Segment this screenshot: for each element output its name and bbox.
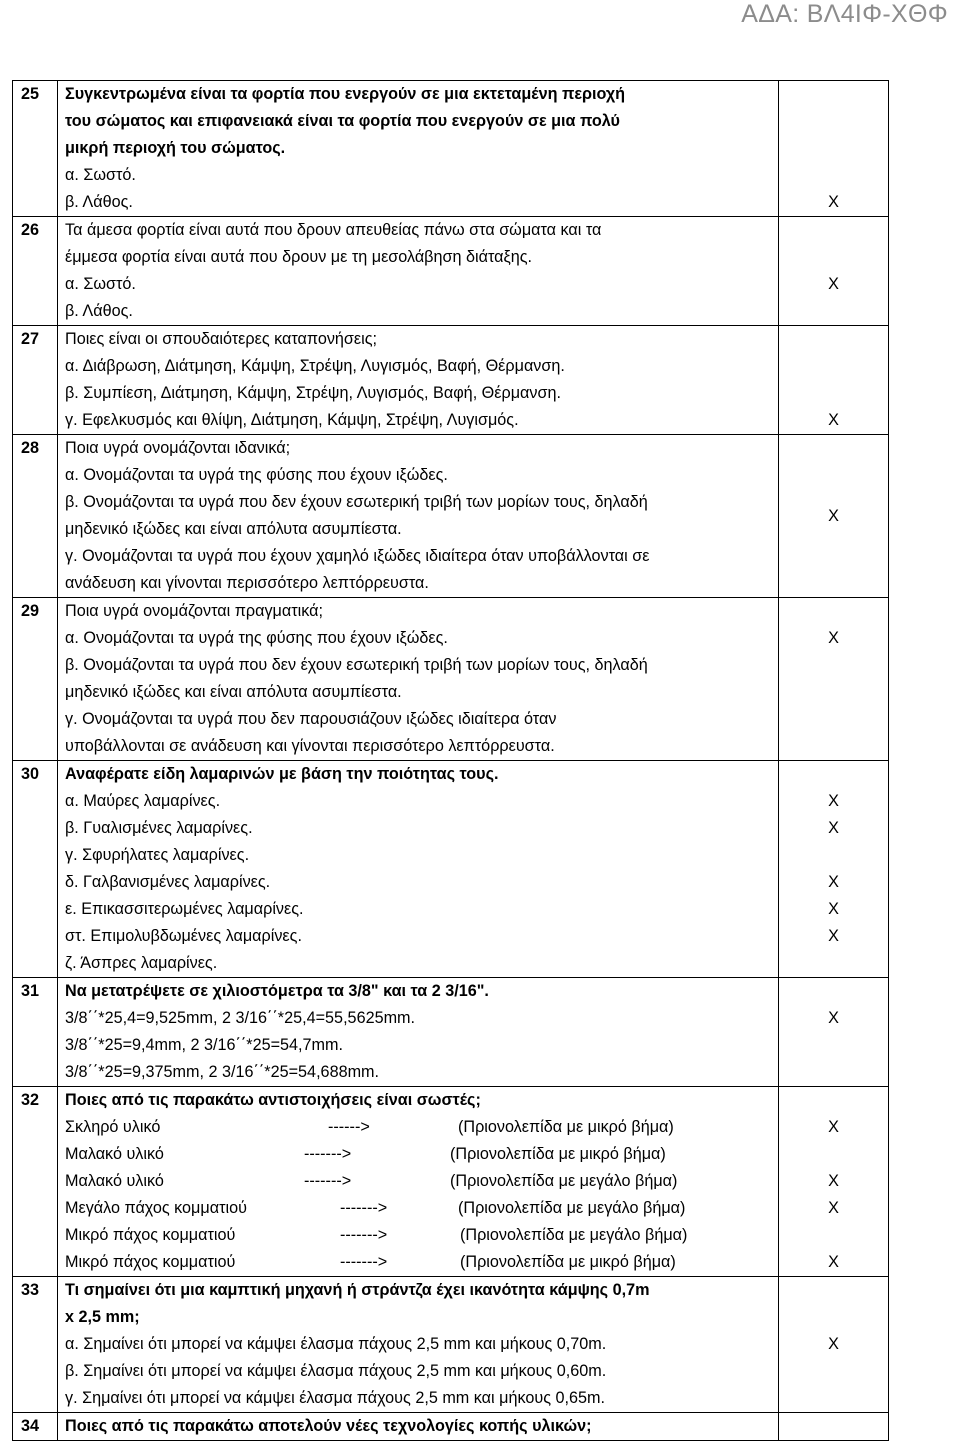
answer-marks xyxy=(779,761,889,978)
correct-mark: Χ xyxy=(828,411,839,429)
answer-option: 3/8΄΄*25,4=9,525mm, 2 3/16΄΄*25,4=55,5625mm. xyxy=(65,1009,416,1027)
answer-option: 3/8΄΄*25=9,375mm, 2 3/16΄΄*25=54,688mm. xyxy=(65,1063,380,1081)
matching-material: Μαλακό υλικό xyxy=(65,1145,164,1163)
matching-material: Μαλακό υλικό xyxy=(65,1172,164,1190)
correct-mark: Χ xyxy=(828,1253,839,1271)
answer-marks xyxy=(779,598,889,761)
answer-option: β. Ονομάζονται τα υγρά που δεν έχουν εσωτερική τριβή των μορίων τους, δηλαδή xyxy=(65,656,648,674)
question-text: Να μετατρέψετε σε χιλιοστόμετρα τα 3/8" και τα 2 3/16". xyxy=(65,982,489,1000)
matching-blade: (Πριονολεπίδα με μεγάλο βήμα) xyxy=(458,1199,686,1217)
question-text: Ποια υγρά ονομάζονται πραγματικά; xyxy=(65,602,323,620)
matching-row xyxy=(58,1249,778,1276)
matching-material: Μικρό πάχος κομματιού xyxy=(65,1253,236,1271)
question-25-row xyxy=(13,81,889,217)
answer-marks xyxy=(779,435,889,598)
question-34-row xyxy=(13,1413,889,1441)
question-number: 27 xyxy=(13,326,58,435)
question-31-row xyxy=(13,978,889,1087)
question-text: του σώματος και επιφανειακά είναι τα φορτία που ενεργούν σε μια πολύ xyxy=(65,112,620,130)
matching-arrow: -------> xyxy=(340,1253,388,1271)
answer-option: α. Σωστό. xyxy=(65,275,136,293)
answer-option: γ. Ονομάζονται τα υγρά που δεν παρουσιάζουν ιξώδες ιδιαίτερα όταν xyxy=(65,710,557,728)
answer-option-cont: υποβάλλονται σε ανάδευση και γίνονται περισσότερο λεπτόρρευστα. xyxy=(65,737,555,755)
document-code: ΑΔΑ: ΒΛ4ΙΦ-ΧΘΦ xyxy=(741,0,948,28)
matching-row xyxy=(58,1222,778,1249)
matching-row xyxy=(58,1195,778,1222)
answer-option-cont: μηδενικό ιξώδες και είναι απόλυτα ασυμπίεστα. xyxy=(65,683,402,701)
question-text: Ποια υγρά ονομάζονται ιδανικά; xyxy=(65,439,291,457)
answer-option: γ. Εφελκυσμός και θλίψη, Διάτμηση, Κάμψη, Στρέψη, Λυγισμός. xyxy=(65,411,519,429)
answer-marks xyxy=(779,978,889,1087)
question-body xyxy=(58,217,779,326)
correct-mark: Χ xyxy=(828,819,839,837)
question-body xyxy=(58,1277,779,1413)
matching-arrow: -------> xyxy=(340,1199,388,1217)
question-body xyxy=(58,435,779,598)
matching-arrow: ------> xyxy=(328,1118,370,1136)
question-27-row xyxy=(13,326,889,435)
answer-option-cont: ανάδευση και γίνονται περισσότερο λεπτόρρευστα. xyxy=(65,574,429,592)
question-text: Ποιες από τις παρακάτω αντιστοιχήσεις είναι σωστές; xyxy=(65,1091,481,1109)
correct-mark: Χ xyxy=(828,1009,839,1027)
answer-option: β. Συμπίεση, Διάτμηση, Κάμψη, Στρέψη, Λυγισμός, Βαφή, Θέρμανση. xyxy=(65,384,561,402)
answer-option: α. Ονομάζονται τα υγρά της φύσης που έχουν ιξώδες. xyxy=(65,466,448,484)
answer-marks xyxy=(779,217,889,326)
question-number: 28 xyxy=(13,435,58,598)
correct-mark: Χ xyxy=(828,506,839,525)
correct-mark: Χ xyxy=(828,1199,839,1217)
answer-option: γ. Ονομάζονται τα υγρά που έχουν χαμηλό ιξώδες ιδιαίτερα όταν υποβάλλονται σε xyxy=(65,547,650,565)
answer-option: β. Λάθος. xyxy=(65,193,133,211)
question-text: Ποιες από τις παρακάτω αποτελούν νέες τεχνολογίες κοπής υλικών; xyxy=(65,1417,592,1435)
answer-option: β. Γυαλισμένες λαμαρίνες. xyxy=(65,819,253,837)
correct-mark: Χ xyxy=(828,792,839,810)
questions-table xyxy=(12,80,889,1441)
question-body xyxy=(58,978,779,1087)
question-number: 32 xyxy=(13,1087,58,1277)
question-text: Συγκεντρωμένα είναι τα φορτία που ενεργούν σε μια εκτεταμένη περιοχή xyxy=(65,85,626,103)
matching-arrow: -------> xyxy=(340,1226,388,1244)
correct-mark: Χ xyxy=(828,275,839,293)
answer-option: ζ. Άσπρες λαμαρίνες. xyxy=(65,954,218,972)
question-body xyxy=(58,1413,779,1441)
answer-option: α. Μαύρες λαμαρίνες. xyxy=(65,792,221,810)
question-body xyxy=(58,326,779,435)
answer-option: α. Ονομάζονται τα υγρά της φύσης που έχουν ιξώδες. xyxy=(65,629,448,647)
answer-option: ε. Επικασσιτερωμένες λαμαρίνες. xyxy=(65,900,304,918)
question-33-row xyxy=(13,1277,889,1413)
question-body xyxy=(58,81,779,217)
matching-blade: (Πριονολεπίδα με μικρό βήμα) xyxy=(458,1118,674,1136)
question-body xyxy=(58,598,779,761)
matching-material: Μικρό πάχος κομματιού xyxy=(65,1226,236,1244)
correct-mark: Χ xyxy=(828,629,839,647)
question-number: 26 xyxy=(13,217,58,326)
question-text: έμμεσα φορτία είναι αυτά που δρουν με τη μεσολάβηση διάταξης. xyxy=(65,248,533,266)
correct-mark: Χ xyxy=(828,927,839,945)
question-text: Τι σημαίνει ότι μια καμπτική μηχανή ή στράντζα έχει ικανότητα κάμψης 0,7m xyxy=(65,1281,650,1299)
answer-option: β. Ονομάζονται τα υγρά που δεν έχουν εσωτερική τριβή των μορίων τους, δηλαδή xyxy=(65,493,648,511)
question-32-row xyxy=(13,1087,889,1277)
answer-option-cont: μηδενικό ιξώδες και είναι απόλυτα ασυμπίεστα. xyxy=(65,520,402,538)
matching-blade: (Πριονολεπίδα με μικρό βήμα) xyxy=(460,1253,676,1271)
answer-marks xyxy=(779,326,889,435)
matching-row xyxy=(58,1141,778,1168)
question-number: 31 xyxy=(13,978,58,1087)
question-number: 25 xyxy=(13,81,58,217)
question-text: Αναφέρατε είδη λαμαρινών με βάση την ποιότητας τους. xyxy=(65,765,499,783)
answer-marks xyxy=(779,1413,889,1441)
question-text: Τα άμεσα φορτία είναι αυτά που δρουν απευθείας πάνω στα σώματα και τα xyxy=(65,221,602,239)
answer-option: 3/8΄΄*25=9,4mm, 2 3/16΄΄*25=54,7mm. xyxy=(65,1036,344,1054)
answer-option: στ. Επιμολυβδωμένες λαμαρίνες. xyxy=(65,927,302,945)
matching-blade: (Πριονολεπίδα με μεγάλο βήμα) xyxy=(460,1226,688,1244)
question-number: 33 xyxy=(13,1277,58,1413)
question-text: Ποιες είναι οι σπουδαιότερες καταπονήσεις; xyxy=(65,330,378,348)
correct-mark: Χ xyxy=(828,873,839,891)
matching-blade: (Πριονολεπίδα με μεγάλο βήμα) xyxy=(450,1172,678,1190)
matching-row xyxy=(58,1114,778,1141)
answer-option: α. Διάβρωση, Διάτμηση, Κάμψη, Στρέψη, Λυγισμός, Βαφή, Θέρμανση. xyxy=(65,357,565,375)
answer-marks xyxy=(779,81,889,217)
correct-mark: Χ xyxy=(828,1118,839,1136)
correct-mark: Χ xyxy=(828,900,839,918)
answer-option: β. Σημαίνει ότι μπορεί να κάμψει έλασμα πάχους 2,5 mm και μήκους 0,60m. xyxy=(65,1362,607,1380)
matching-material: Σκληρό υλικό xyxy=(65,1118,161,1136)
question-text: x 2,5 mm; xyxy=(65,1308,140,1326)
matching-arrow: -------> xyxy=(304,1172,352,1190)
matching-material: Μεγάλο πάχος κομματιού xyxy=(65,1199,247,1217)
answer-option: α. Σωστό. xyxy=(65,166,136,184)
question-body xyxy=(58,761,779,978)
answer-marks xyxy=(779,1087,889,1277)
correct-mark: Χ xyxy=(828,1172,839,1190)
answer-option: γ. Σφυρήλατες λαμαρίνες. xyxy=(65,846,250,864)
matching-blade: (Πριονολεπίδα με μικρό βήμα) xyxy=(450,1145,666,1163)
question-28-row xyxy=(13,435,889,598)
question-29-row xyxy=(13,598,889,761)
answer-option: γ. Σημαίνει ότι μπορεί να κάμψει έλασμα πάχους 2,5 mm και μήκους 0,65m. xyxy=(65,1389,606,1407)
answer-marks xyxy=(779,1277,889,1413)
correct-mark: Χ xyxy=(828,1335,839,1353)
correct-mark: Χ xyxy=(828,193,839,211)
matching-arrow: -------> xyxy=(304,1145,352,1163)
matching-row xyxy=(58,1168,778,1195)
question-number: 30 xyxy=(13,761,58,978)
answer-option: α. Σημαίνει ότι μπορεί να κάμψει έλασμα πάχους 2,5 mm και μήκους 0,70m. xyxy=(65,1335,607,1353)
question-number: 29 xyxy=(13,598,58,761)
question-text: μικρή περιοχή του σώματος. xyxy=(65,139,286,157)
answer-option: δ. Γαλβανισμένες λαμαρίνες. xyxy=(65,873,271,891)
question-number: 34 xyxy=(13,1413,58,1441)
answer-option: β. Λάθος. xyxy=(65,302,133,320)
question-body xyxy=(58,1087,779,1277)
question-30-row xyxy=(13,761,889,978)
question-26-row xyxy=(13,217,889,326)
